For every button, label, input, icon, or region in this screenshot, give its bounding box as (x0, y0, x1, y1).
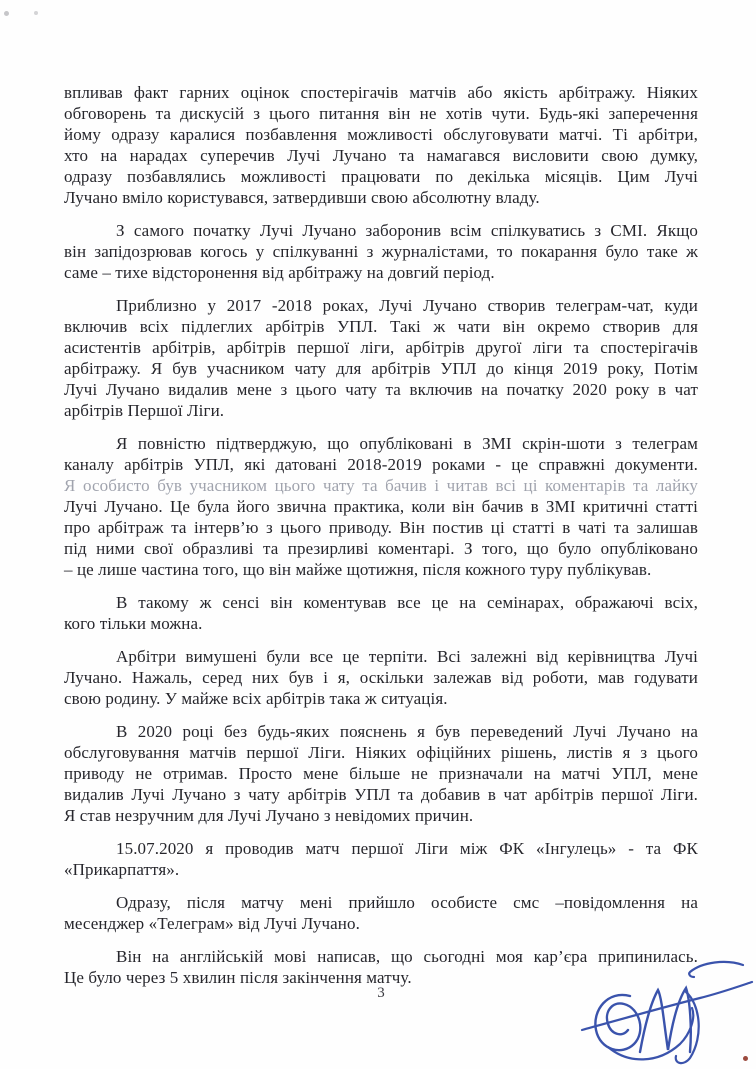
text-line: Я повністю підтверджую, що опубліковані в ЗМІ скрін-шоти з телеграм (116, 434, 698, 453)
text-line: Одразу, після матчу мені прийшло особисте смс –повідомлення на (116, 893, 698, 912)
text-line: включив всіх підлеглих арбітрів УПЛ. Такі ж чати він окремо створив для (64, 317, 698, 336)
text-line: він запідозрював когось у спілкуванні з журналістами, то покарання було таке ж (64, 242, 698, 261)
paragraph (64, 295, 698, 421)
text-line: Лучі Лучано. Це була його звична практика, коли він бачив в ЗМІ критичні статті (64, 497, 698, 516)
scan-speck (4, 11, 9, 16)
text-line: видалив Лучі Лучано з чату арбітрів УПЛ та добавив в чат арбітрів першої Ліги. (64, 785, 698, 804)
text-line: Це було через 5 хвилин після закінчення матчу. (64, 968, 412, 987)
signature-stroke (595, 995, 640, 1050)
text-line: приводу не отримав. Просто мене більше не призначали на матчі УПЛ, мене (64, 764, 698, 783)
text-line: кого тільки можна. (64, 614, 203, 633)
paragraph (64, 433, 698, 580)
text-line: Я особисто був учасником цього чату та бачив і читав всі ці коментарів та лайку (64, 476, 698, 495)
text-line: Арбітри вимушені були все це терпіти. Всі залежні від керівництва Лучі (116, 647, 698, 666)
text-line: одразу позбавлялись можливості працювати по декілька місяців. Цим Лучі (64, 167, 698, 186)
text-line: про арбітраж та інтерв’ю з цього приводу. Він постив ці статті в чаті та залишав (64, 518, 698, 537)
text-line: асистентів арбітрів, арбітрів першої ліги, арбітрів другої ліги та спостерігачів (64, 338, 698, 357)
text-line: під ними свої образливі та презирливі коментарі. З того, що було опубліковано (64, 539, 698, 558)
text-line: обслуговування матчів першої Ліги. Ніяких офіційних рішень, листів я з цього (64, 743, 698, 762)
text-line: Приблизно у 2017 -2018 роках, Лучі Лучано створив телеграм-чат, куди (116, 296, 698, 315)
paragraph (64, 82, 698, 208)
handwritten-signature (578, 952, 756, 1067)
text-line: З самого початку Лучі Лучано заборонив всім спілкуватись з СМІ. Якщо (116, 221, 698, 240)
text-line: – це лише частина того, що він майже щотижня, після кожного туру публікував. (64, 560, 652, 579)
paragraph (64, 721, 698, 826)
text-line: арбітрів Першої Ліги. (64, 401, 225, 420)
text-line: Лучі Лучано видалив мене з цього чату та включив на початку 2020 року в чат (64, 380, 698, 399)
text-line: месенджер «Телеграм» від Лучі Лучано. (64, 914, 360, 933)
text-line: арбітражу. Я був учасником чату для арбітрів УПЛ до кінця 2019 року, Потім (64, 359, 698, 378)
text-line: Лучано. Нажаль, серед них був і я, оскільки залежав від роботи, мав годувати (64, 668, 698, 687)
signature-stroke (689, 962, 743, 977)
text-line: впливав факт гарних оцінок спостерігачів матчів або якість арбітражу. Ніяких (64, 83, 698, 102)
paragraph (64, 592, 698, 634)
scan-speck (743, 1056, 748, 1061)
paragraph (64, 220, 698, 283)
text-line: «Прикарпаття». (64, 860, 180, 879)
text-line: Лучано вміло користувався, затвердивши свою абсолютну владу. (64, 188, 540, 207)
text-line: свою родину. У майже всіх арбітрів така ж ситуація. (64, 689, 448, 708)
text-line: хто на нарадах суперечив Лучі Лучано та намагався висловити свою думку, (64, 146, 698, 165)
text-line: каналу арбітрів УПЛ, які датовані 2018-2019 роками - це справжні документи. (64, 455, 698, 474)
text-line: обговорень та дискусій з цього питання він не хотів чути. Будь-які заперечення (64, 104, 698, 123)
paragraph (64, 892, 698, 934)
text-line: 15.07.2020 я проводив матч першої Ліги між ФК «Інгулець» - та ФК (116, 839, 698, 858)
text-line: Він на англійській мові написав, що сьогодні моя кар’єра припинилась. (116, 947, 698, 966)
text-line: йому одразу каралися позбавлення можливості обслуговувати матчі. Ті арбітри, (64, 125, 698, 144)
signature-stroke (640, 988, 691, 1052)
text-line: В 2020 році без будь-яких пояснень я був переведений Лучі Лучано на (116, 722, 698, 741)
text-block (64, 82, 698, 988)
text-line: саме – тихе відсторонення від арбітражу на довгий період. (64, 263, 495, 282)
text-line: Я став незручним для Лучі Лучано з невідомих причин. (64, 806, 474, 825)
paragraph (64, 838, 698, 880)
page-number: 3 (377, 985, 385, 1001)
scan-speck (34, 11, 38, 15)
text-line: В такому ж сенсі він коментував все це на семінарах, ображаючі всіх, (116, 593, 698, 612)
paragraph (64, 646, 698, 709)
